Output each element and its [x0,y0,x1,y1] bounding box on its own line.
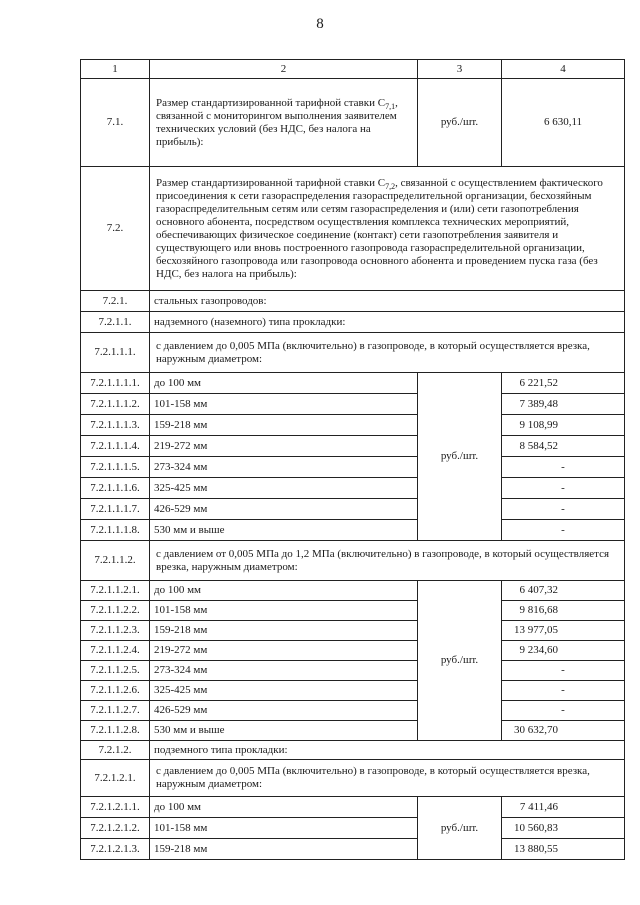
item-number: 7.2.1.1.2.3. [81,621,150,641]
item-number: 7.2.1.2. [81,741,150,760]
item-number: 7.2.1. [81,291,150,312]
item-description: 101-158 мм [150,601,418,621]
item-description: до 100 мм [150,373,418,394]
item-description: 101-158 мм [150,818,418,839]
item-description: надземного (наземного) типа прокладки: [150,312,625,333]
tariff-table [80,59,625,860]
item-description: с давлением от 0,005 МПа до 1,2 МПа (включительно) в газопроводе, в который осуществляется врезка, наружным диаметром: [150,541,625,581]
item-description: подземного типа прокладки: [150,741,625,760]
item-description: 219-272 мм [150,641,418,661]
item-number: 7.2.1.1.1. [81,333,150,373]
table-row [81,797,625,818]
table-row [81,760,625,797]
table-row [81,621,625,641]
table-row [81,499,625,520]
table-row [81,333,625,373]
item-description: 101-158 мм [150,394,418,415]
item-number: 7.2.1.1.1.2. [81,394,150,415]
item-number: 7.2.1.1.1.3. [81,415,150,436]
item-description: 159-218 мм [150,621,418,641]
value-cell: 9 816,68 [502,601,625,621]
value-cell: - [502,520,625,541]
unit-cell: руб./шт. [418,373,502,541]
item-number: 7.2.1.1.1.6. [81,478,150,499]
item-number: 7.2.1.1.2.1. [81,581,150,601]
table-row [81,661,625,681]
value-cell: 6 221,52 [502,373,625,394]
table-row [81,373,625,394]
table-row [81,721,625,741]
value-cell: 8 584,52 [502,436,625,457]
value-cell: - [502,478,625,499]
table-row [81,520,625,541]
item-number: 7.2.1.2.1. [81,760,150,797]
header-cell: 3 [418,60,502,79]
item-number: 7.2. [81,167,150,291]
item-description: 273-324 мм [150,661,418,681]
table-row [81,457,625,478]
table-row [81,436,625,457]
item-description: до 100 мм [150,797,418,818]
item-number: 7.2.1.1.1.8. [81,520,150,541]
unit-cell: руб./шт. [418,79,502,167]
item-description: до 100 мм [150,581,418,601]
table-row [81,818,625,839]
table-row [81,415,625,436]
table-row [81,79,625,167]
table-row [81,741,625,760]
item-number: 7.2.1.1.2. [81,541,150,581]
table-row [81,581,625,601]
value-cell: - [502,661,625,681]
item-number: 7.2.1.1. [81,312,150,333]
item-description: с давлением до 0,005 МПа (включительно) в газопроводе, в который осуществляется врезка, наружным диаметром: [150,333,625,373]
table-row [81,541,625,581]
value-cell: 6 407,32 [502,581,625,601]
table-row [81,681,625,701]
header-cell: 2 [150,60,418,79]
table-row [81,701,625,721]
item-description: Размер стандартизированной тарифной ставки $С_{7,1}$, связанной с мониторингом выполнения заявителем технических условий (без НДС, без налога на прибыль): [150,79,418,167]
header-cell: 4 [502,60,625,79]
item-description: 325-425 мм [150,681,418,701]
table-row [81,167,625,291]
item-description: 325-425 мм [150,478,418,499]
item-description: 426-529 мм [150,499,418,520]
item-number: 7.2.1.1.2.8. [81,721,150,741]
table-row [81,312,625,333]
value-cell: 13 977,05 [502,621,625,641]
item-description: 159-218 мм [150,839,418,860]
table-row [81,478,625,499]
header-row [81,60,625,79]
value-cell: 7 411,46 [502,797,625,818]
item-number: 7.2.1.1.2.4. [81,641,150,661]
item-number: 7.2.1.1.2.6. [81,681,150,701]
value-cell: 7 389,48 [502,394,625,415]
item-number: 7.2.1.1.2.5. [81,661,150,681]
value-cell: 6 630,11 [502,79,625,167]
value-cell: 13 880,55 [502,839,625,860]
item-number: 7.2.1.1.1.7. [81,499,150,520]
item-description: стальных газопроводов: [150,291,625,312]
item-number: 7.2.1.1.2.7. [81,701,150,721]
value-cell: - [502,499,625,520]
table-row [81,291,625,312]
table-row [81,839,625,860]
unit-cell: руб./шт. [418,797,502,860]
value-cell: - [502,701,625,721]
item-number: 7.2.1.1.1.5. [81,457,150,478]
item-number: 7.2.1.1.1.4. [81,436,150,457]
item-number: 7.2.1.2.1.1. [81,797,150,818]
item-description: 530 мм и выше [150,721,418,741]
value-cell: 30 632,70 [502,721,625,741]
item-description: Размер стандартизированной тарифной ставки $С_{7,2}$, связанной с осуществлением фактического присоединения к сети газораспределения газораспределительной организации, бесхозяйным газораспределительным сетям или сетям газораспределения и (или) сети газопотребления основного абонента, посредством осуществления комплекса технических мероприятий, обеспечивающих физическое соединение (контакт) сети газопотребления заявителя и существующего или вновь построенного газопровода газораспределительной организации, бесхозяйного газопровода или газопровода основного абонента и проведением пуска газа (без НДС, без налога на прибыль): [150,167,625,291]
item-description: 219-272 мм [150,436,418,457]
value-cell: 9 234,60 [502,641,625,661]
table-row [81,394,625,415]
item-number: 7.2.1.1.1.1. [81,373,150,394]
item-description: с давлением до 0,005 МПа (включительно) в газопроводе, в который осуществляется врезка, наружным диаметром: [150,760,625,797]
header-cell: 1 [81,60,150,79]
page-number: 8 [316,16,324,32]
item-number: 7.1. [81,79,150,167]
unit-cell: руб./шт. [418,581,502,741]
value-cell: 9 108,99 [502,415,625,436]
item-description: 273-324 мм [150,457,418,478]
value-cell: - [502,457,625,478]
table-row [81,641,625,661]
table-row [81,601,625,621]
item-number: 7.2.1.1.2.2. [81,601,150,621]
value-cell: - [502,681,625,701]
item-number: 7.2.1.2.1.2. [81,818,150,839]
item-description: 159-218 мм [150,415,418,436]
item-number: 7.2.1.2.1.3. [81,839,150,860]
item-description: 530 мм и выше [150,520,418,541]
item-description: 426-529 мм [150,701,418,721]
value-cell: 10 560,83 [502,818,625,839]
